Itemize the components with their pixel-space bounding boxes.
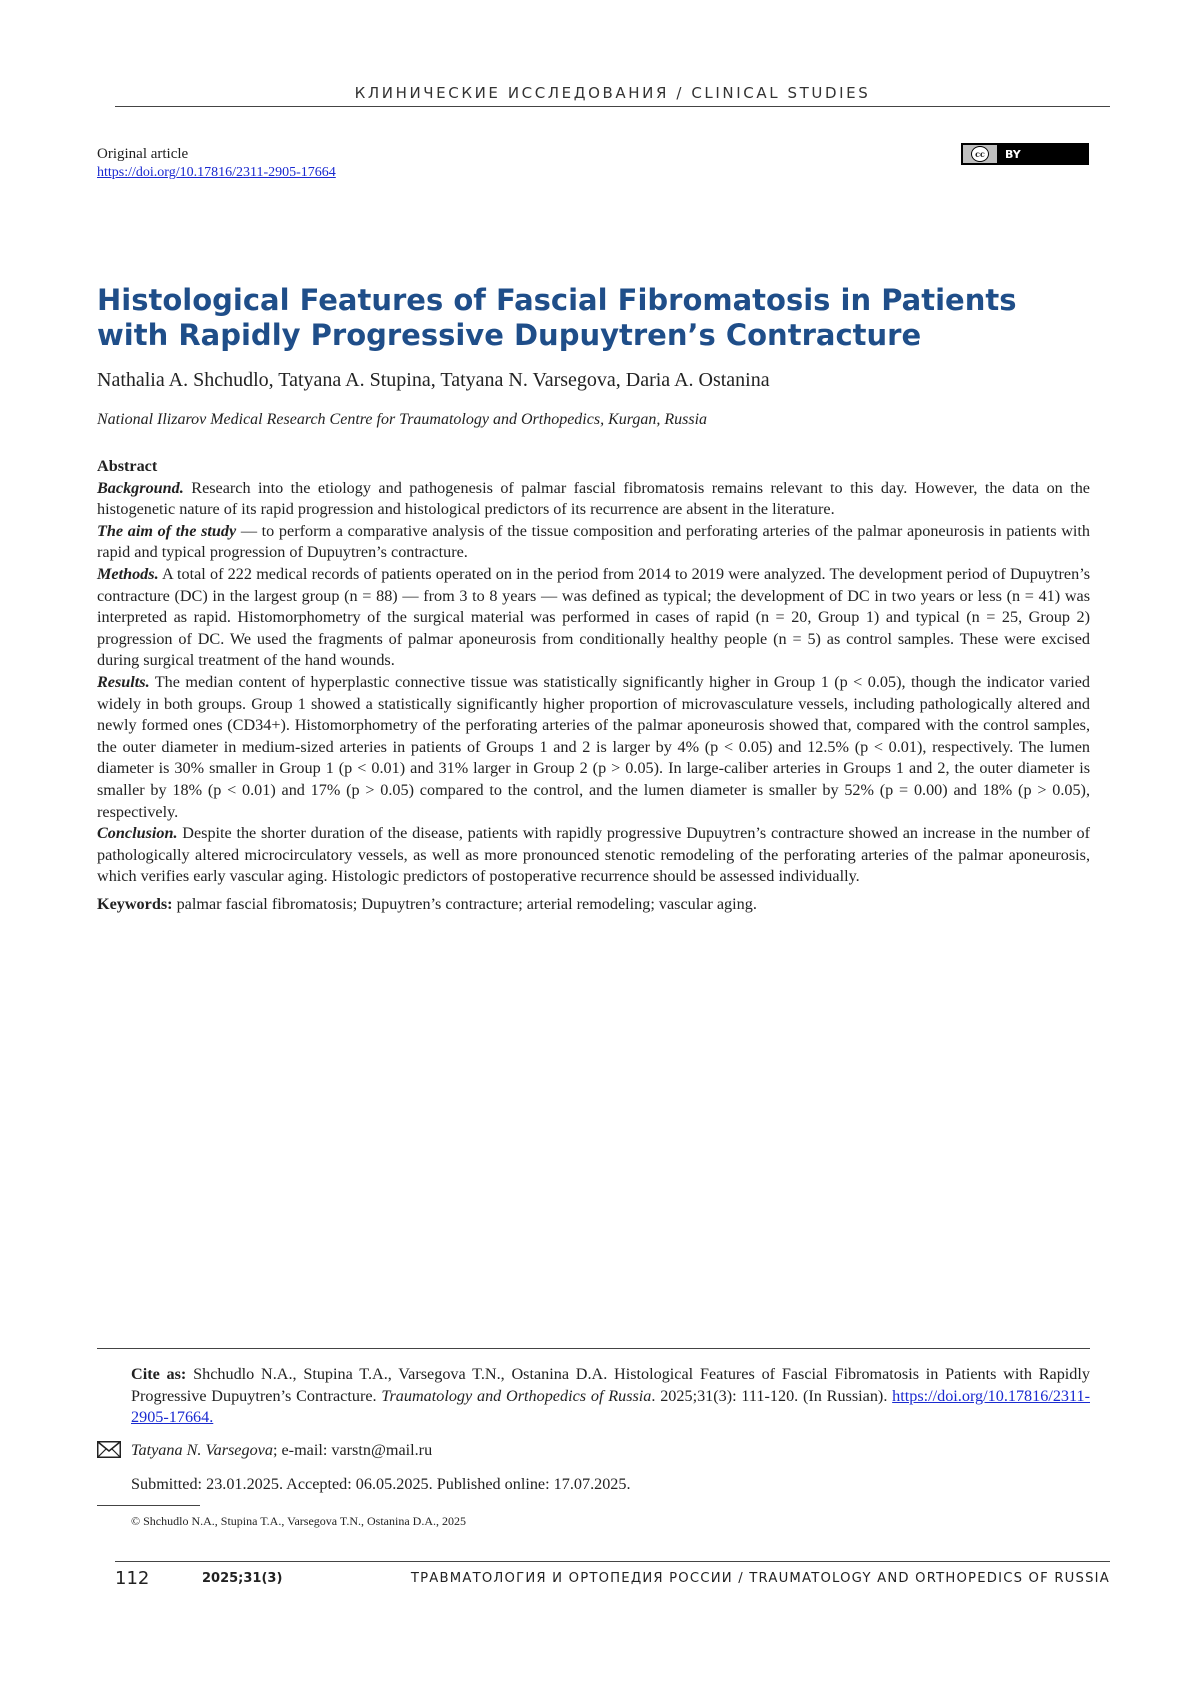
- abstract-background: [97, 478, 1090, 521]
- cite-text: Shchudlo N.A., Stupina T.A., Varsegova T.N., Ostanina D.A. Histological Features of Fascial Fibromatosis in Patients with Rapidly Progressive Dupuytren’s Contracture.: [131, 1365, 1090, 1405]
- copyright: © Shchudlo N.A., Stupina T.A., Varsegova T.N., Ostanina D.A., 2025: [131, 1514, 466, 1529]
- background-text: Research into the etiology and pathogenesis of palmar fascial fibromatosis remains relevant to this day. However, the data on the histogenetic nature of its rapid progression and histological predictors of its recurrence are absent in the literature.: [97, 479, 1090, 519]
- results-label: Results.: [97, 673, 150, 691]
- article-title: Histological Features of Fascial Fibromatosis in Patients with Rapidly Progressive Dupuytren’s Contracture: [97, 283, 1097, 353]
- journal-name: ТРАВМАТОЛОГИЯ И ОРТОПЕДИЯ РОССИИ / TRAUMATOLOGY AND ORTHOPEDICS OF RUSSIA: [380, 1571, 1110, 1586]
- author-list: Nathalia A. Shchudlo, Tatyana A. Stupina, Tatyana N. Varsegova, Daria A. Ostanina: [97, 369, 770, 392]
- cc-icon: cc: [971, 146, 989, 162]
- article-type: Original article: [97, 146, 188, 163]
- page-footer-divider: [115, 1561, 1110, 1562]
- corr-email: ; e-mail: varstn@mail.ru: [273, 1441, 432, 1459]
- doi-link[interactable]: https://doi.org/10.17816/2311-2905-17664: [97, 165, 336, 181]
- abstract-aim: [97, 521, 1090, 564]
- keywords: [97, 894, 1090, 916]
- conclusion-text: Despite the shorter duration of the disease, patients with rapidly progressive Dupuytren’s contracture showed an increase in the number of pathologically altered microcirculatory vessels, as well as more pronounced stenotic remodeling of the perforating arteries of the palmar aponeurosis, which verifies early vascular aging. Histologic predictors of postoperative recurrence should be assessed individually.: [97, 824, 1090, 885]
- page-number: 112: [115, 1568, 149, 1589]
- publication-dates: Submitted: 23.01.2025. Accepted: 06.05.2025. Published online: 17.07.2025.: [131, 1475, 631, 1494]
- footer-divider: [97, 1348, 1090, 1349]
- header-divider: [115, 106, 1110, 107]
- aim-text: — to perform a comparative analysis of the tissue composition and perforating arteries of the palmar aponeurosis in patients with rapid and typical progression of Dupuytren’s contracture.: [97, 522, 1090, 562]
- copyright-divider: [97, 1505, 200, 1506]
- cite-journal: Traumatology and Orthopedics of Russia: [381, 1387, 651, 1405]
- cite-details: . 2025;31(3): 111-120. (In Russian).: [651, 1387, 892, 1405]
- methods-text: A total of 222 medical records of patients operated on in the period from 2014 to 2019 were analyzed. The development period of Dupuytren’s contracture (DC) in the largest group (n = 88) — from 3 to 8 years — was defined as typical; the development of DC in two years or less (n = 41) was interpreted as rapid. Histomorphometry of the surgical material was performed in cases of rapid (n = 20, Group 1) and typical (n = 25, Group 2) progression of DC. We used the fragments of palmar aponeurosis from conditionally healthy people (n = 5) as control samples. These were excised during surgical treatment of the hand wounds.: [97, 565, 1090, 669]
- abstract: [97, 456, 1090, 915]
- corr-author: Tatyana N. Varsegova: [131, 1441, 273, 1459]
- methods-label: Methods.: [97, 565, 159, 583]
- cc-icon-area: [963, 145, 997, 163]
- license-label: BY: [1005, 148, 1021, 161]
- results-text: The median content of hyperplastic connective tissue was statistically significantly higher in Group 1 (p < 0.05), though the indicator varied widely in both groups. Group 1 showed a statistically significantly higher proportion of microvasculature vessels, including pathologically altered and newly formed ones (CD34+). Histomorphometry of the perforating arteries of the palmar aponeurosis showed that, compared with the control samples, the outer diameter in medium-sized arteries in patients of Groups 1 and 2 is larger by 4% (p < 0.05) and 12.5% (p < 0.01), respectively. The lumen diameter is 30% smaller in Group 1 (p < 0.01) and 31% larger in Group 2 (p > 0.05). In large-caliber arteries in Groups 1 and 2, the outer diameter is smaller by 18% (p < 0.01) and 17% (p > 0.05) compared to the control, and the lumen diameter is smaller by 52% (p = 0.00) and 18% (p > 0.05), respectively.: [97, 673, 1090, 821]
- conclusion-label: Conclusion.: [97, 824, 178, 842]
- keywords-label: Keywords:: [97, 895, 173, 913]
- cite-label: Cite as:: [131, 1365, 186, 1383]
- abstract-conclusion: [97, 823, 1090, 888]
- aim-label: The aim of the study: [97, 522, 236, 540]
- keywords-text: palmar fascial fibromatosis; Dupuytren’s contracture; arterial remodeling; vascular aging.: [173, 895, 757, 913]
- abstract-methods: [97, 564, 1090, 672]
- correspondence: [131, 1441, 432, 1460]
- envelope-icon: [97, 1441, 121, 1462]
- citation: [131, 1364, 1090, 1429]
- background-label: Background.: [97, 479, 184, 497]
- issue-info: 2025;31(3): [202, 1571, 282, 1586]
- cc-by-license-badge[interactable]: [961, 143, 1089, 165]
- abstract-heading: Abstract: [97, 456, 1090, 478]
- affiliation: National Ilizarov Medical Research Centre for Traumatology and Orthopedics, Kurgan, Russia: [97, 411, 707, 429]
- abstract-results: [97, 672, 1090, 823]
- running-head: КЛИНИЧЕСКИЕ ИССЛЕДОВАНИЯ / CLINICAL STUDIES: [115, 84, 1110, 102]
- cite-doi-link[interactable]: https://doi.org/10.17816/2311-2905-17664.: [131, 1387, 1090, 1427]
